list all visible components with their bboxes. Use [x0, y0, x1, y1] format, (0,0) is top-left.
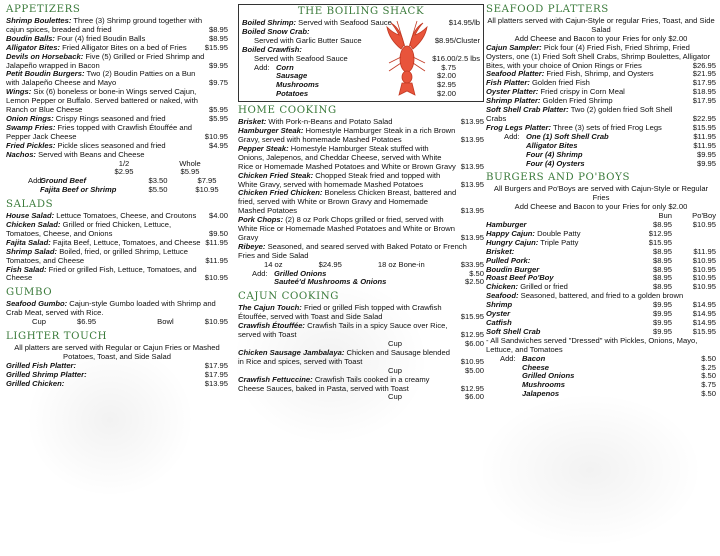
seafood-sandwich-row-bun: $9.95: [652, 326, 672, 336]
crawfish-illustration: [377, 19, 437, 99]
home-item-name: Chicken Fried Chicken:: [238, 188, 323, 198]
seafood-item-name: Oyster Platter:: [486, 87, 539, 97]
cajun-cup-label: Cup: [388, 365, 402, 375]
ribeye-addon-label: Add:: [252, 268, 268, 278]
burger-addon-price: $.50: [701, 389, 716, 399]
seafood-sandwich-row-name: Shrimp: [486, 300, 513, 310]
seafood-list: [486, 70, 716, 132]
appetizers-heading: APPETIZERS: [6, 4, 81, 15]
cajun-item: [238, 304, 484, 322]
cajun-item: [238, 349, 484, 367]
burger-addon-name: Grilled Onions: [522, 371, 575, 381]
seafood-item-desc: Golden fried Fish: [532, 78, 590, 88]
appetizer-item: [6, 88, 228, 115]
seafood-addon-price: $9.95: [696, 149, 716, 159]
seafood-sandwich-row-name: Catfish: [486, 318, 512, 327]
appetizer-desc: Crispy Rings seasoned and fried: [55, 113, 166, 123]
appetizer-name: Wings:: [6, 87, 32, 97]
appetizer-price: $8.95: [208, 24, 228, 34]
burger-addon-price: $.50: [701, 371, 716, 381]
home-item-item: [238, 172, 484, 190]
appetizer-desc: Fried Alligator Bites on a bed of Fries: [62, 42, 187, 52]
appetizer-item: [6, 17, 228, 35]
burger-addon-name: Cheese: [522, 362, 550, 372]
burger-row-name: Chicken:: [486, 282, 519, 292]
salad-item: [6, 248, 228, 266]
lighter-touch-intro: All platters are served with Regular or Cajun Fries or Mashed Potatoes, Toast, and Side Salad: [14, 343, 220, 361]
boiling-addon-price: $2.95: [436, 80, 456, 90]
home-item-item: [238, 216, 484, 243]
burger-row-desc: Grilled or fried: [520, 282, 568, 292]
ribeye-addon-price: $2.50: [464, 277, 484, 287]
cajun-item: [238, 322, 484, 340]
appetizer-desc: Three (3) Shrimp ground together with cajun spices, breaded and fried: [6, 16, 203, 34]
salad-name: Shrimp Salad:: [6, 246, 58, 256]
appetizer-item: [6, 53, 228, 71]
nachos-addon-whole: $10.95: [195, 185, 219, 195]
appetizer-name: Petit Boudin Burgers:: [6, 69, 85, 79]
burger-row-name: Pulled Pork:: [486, 255, 531, 265]
seafood-item-desc: Fried crispy in Corn Meal: [540, 87, 625, 97]
burger-addon-row: [486, 372, 716, 381]
appetizer-price: $5.95: [208, 105, 228, 115]
boiling-addon-price: $2.00: [436, 71, 456, 81]
salad-desc: Fried or grilled Fish, Lettuce, Tomatoes, and Cheese: [6, 264, 197, 283]
seafood-sandwich-desc: Seasoned, battered, and fried to a golden brown: [520, 291, 684, 301]
home-cooking-heading: HOME COOKING: [238, 105, 337, 117]
nachos-add-label: [6, 186, 40, 195]
burger-row-bun: $15.95: [648, 237, 672, 247]
ribeye-addons: [238, 270, 484, 288]
seafood-intro: All platters served with Cajun-Style or regular Fries, Toast, and Side Salad: [487, 16, 715, 34]
seafood-sandwich-row-name: Soft Shell Crab: [486, 326, 541, 336]
burger-row-desc: Double Patty: [537, 228, 581, 238]
ribeye-addon-row: [238, 278, 484, 287]
cajun-sampler-name: Cajun Sampler:: [486, 42, 542, 52]
appetizer-name: Fried Pickles:: [6, 140, 56, 150]
lighter-item-price: $17.95: [204, 360, 228, 370]
cajun-item-desc: Chicken and Sausage blended in Rice and spices, served with Toast: [238, 347, 450, 366]
gumbo-cup-price: $6.95: [77, 317, 97, 327]
burger-addon-row: [486, 390, 716, 399]
burger-row-name: Roast Beef Po'Boy: [486, 273, 554, 283]
gumbo-bowl-label: Bowl: [157, 317, 174, 327]
cajun-cup-row: [238, 393, 484, 402]
salad-price: $4.00: [208, 211, 228, 221]
burger-row-poboy: $10.95: [692, 220, 716, 230]
appetizer-name: Onion Rings:: [6, 113, 54, 123]
appetizers-list: [6, 17, 228, 160]
burger-row-bun: $8.95: [652, 246, 672, 256]
nachos-half-price: $2.95: [114, 167, 134, 177]
seafood-item-price: $17.95: [692, 78, 716, 88]
appetizer-name: Devils on Horseback:: [6, 51, 84, 61]
salad-item: [6, 221, 228, 239]
home-item-desc: With Pork-n-Beans and Potato Salad: [268, 117, 393, 127]
appetizer-price: $10.95: [204, 131, 228, 141]
burger-addon-price: $.50: [701, 353, 716, 363]
seafood-item-price: $18.95: [692, 87, 716, 97]
seafood-sandwich-row-poboy: $14.95: [692, 309, 716, 319]
seafood-sandwich-row-poboy: $14.95: [692, 300, 716, 310]
seafood-item-name: Shrimp Platter:: [486, 96, 541, 106]
nachos-add-label: Add:: [28, 176, 44, 186]
seafood-sandwich-row-bun: $9.95: [652, 300, 672, 310]
cajun-sampler-price: $26.95: [692, 60, 716, 70]
burger-addon-row: [486, 381, 716, 390]
appetizer-desc: Fries topped with Crawfish Étouffée and Pepper Jack Cheese: [6, 122, 193, 141]
appetizer-desc: Pickle slices seasoned and fried: [57, 140, 166, 150]
nachos-whole-header: Whole: [179, 158, 201, 168]
cajun-item-desc: Crawfish Tails cooked in a creamy Cheese Sauces, baked in Pasta, served with Toast: [238, 374, 430, 393]
burger-row-bun: $8.95: [652, 273, 672, 283]
seafood-item-price: $22.95: [692, 113, 716, 123]
seafood-addon-label: Add:: [504, 131, 520, 141]
burger-row-poboy: [672, 230, 716, 239]
cajun-item-name: The Cajun Touch:: [238, 303, 302, 313]
gumbo-desc: Cajun-style Gumbo loaded with Shrimp and Crab Meat, served with Rice.: [6, 299, 216, 318]
salad-price: $11.95: [205, 237, 228, 247]
seafood-addon-name: One (1) Soft Shell Crab: [526, 131, 609, 141]
boiled-snow-crab-price: $8.95/Cluster: [434, 35, 480, 45]
cajun-cooking-heading: CAJUN COOKING: [238, 291, 339, 303]
burger-addon-label: Add:: [500, 353, 516, 363]
seafood-item-price: $15.95: [692, 122, 716, 132]
home-item-name: Ribeye:: [238, 241, 266, 251]
cajun-item-name: Crawfish Fettuccine:: [238, 374, 313, 384]
burger-row: [486, 239, 716, 248]
boiled-crawfish-desc: Served with Seafood Sauce: [254, 53, 348, 63]
seafood-addon-row: [486, 160, 716, 169]
gumbo-cup-label: Cup: [32, 317, 46, 327]
home-item-price: $13.95: [460, 161, 484, 171]
nachos-addon-row: [6, 186, 228, 195]
nachos-addon-half: $5.50: [148, 185, 168, 195]
seafood-item-desc: Fried Fish, Shrimp, and Oysters: [546, 69, 654, 79]
seafood-sandwich-row: [486, 301, 716, 310]
appetizer-name: Nachos:: [6, 149, 36, 159]
ribeye-price-2: $33.95: [460, 259, 484, 269]
home-item-name: Pork Chops:: [238, 215, 284, 225]
appetizer-price: $9.95: [208, 60, 228, 70]
seafood-bacon-note: Add Cheese and Bacon to your Fries for only $2.00: [514, 33, 688, 43]
home-item-price: $13.95: [460, 117, 484, 127]
cajun-sampler-desc: Pick four (4) Fried Fish, Fried Shrimp, Fried Oysters, one (1) Fried Soft Shell Crabs, Shrimp Boulettes, Alligator Bites, with your choice of Onion Rings or Fries: [486, 42, 711, 70]
appetizer-price: $5.95: [208, 113, 228, 123]
burger-addons: [486, 355, 716, 400]
home-item-item: [238, 145, 484, 172]
lighter-item-price: $17.95: [204, 369, 228, 379]
seafood-addon-row: [486, 133, 716, 142]
burger-addon-name: Mushrooms: [522, 380, 566, 390]
ribeye-size-1: 14 oz: [264, 259, 283, 269]
burgers-table: [486, 221, 716, 292]
home-item-desc: Homestyle Hamburger Steak in a rich Brown Gravy, served with homemade Mashed Potatoes: [238, 126, 456, 144]
appetizer-name: Boudin Balls:: [6, 33, 55, 43]
burger-row-name: Happy Cajun:: [486, 228, 535, 238]
appetizer-name: Shrimp Boulettes:: [6, 16, 72, 25]
seafood-item-name: Frog Legs Platter:: [486, 122, 551, 132]
nachos-addon-whole: $7.95: [197, 176, 217, 186]
gumbo-name: Seafood Gumbo:: [6, 299, 68, 309]
appetizer-desc: Five (5) Grilled or Fried Shrimp and Jalapeño wrapped in Bacon: [6, 51, 205, 70]
boiled-snow-crab-desc: Served with Garlic Butter Sauce: [254, 35, 362, 45]
appetizer-desc: Served with Beans and Cheese: [38, 149, 145, 159]
salads-heading: SALADS: [6, 199, 54, 211]
appetizer-name: Swamp Fries:: [6, 122, 56, 132]
burgers-heading: BURGERS AND PO'BOYS: [486, 172, 631, 184]
bun-header: Bun: [658, 211, 672, 221]
gumbo-prices: [6, 318, 228, 327]
seafood-addon-price: $9.95: [696, 158, 716, 168]
cajun-item-name: Crawfish Étouffée:: [238, 321, 305, 331]
ribeye-addon-price: $.50: [469, 268, 484, 278]
lighter-touch-list: [6, 362, 228, 389]
gumbo-item: [6, 300, 228, 318]
seafood-item-desc: Three (3) sets of fried Frog Legs: [552, 122, 662, 132]
seafood-sandwich-row-poboy: $14.95: [692, 318, 716, 327]
seafood-item-price: $17.95: [692, 96, 716, 106]
boiled-shrimp-desc: Served with Seafood Sauce: [298, 18, 392, 27]
cajun-cup-price: $6.00: [464, 392, 484, 402]
burger-row-bun: $8.95: [652, 255, 672, 265]
seafood-item-desc: Two (2) golden fried Soft Shell Crabs: [486, 105, 673, 123]
burger-addon-price: $.25: [701, 362, 716, 372]
seafood-item-price: $21.95: [692, 69, 716, 79]
boiling-addon-price: $2.00: [436, 89, 456, 99]
burgers-intro: All Burgers and Po'Boys are served with Cajun-Style or Regular Fries: [493, 184, 709, 203]
nachos-half-header: 1/2: [118, 158, 130, 168]
boiled-shrimp-name: Boiled Shrimp:: [242, 18, 297, 27]
home-item-name: Pepper Steak:: [238, 143, 289, 153]
boiling-addon-label: Add:: [254, 62, 270, 72]
home-item-name: Brisket:: [238, 117, 267, 127]
seafood-sandwich-item: [486, 292, 716, 301]
seafood-item-name: Seafood Platter:: [486, 69, 545, 79]
seafood-addon-name: Four (4) Shrimp: [526, 149, 583, 159]
boiling-addon-name: Sausage: [276, 71, 308, 81]
appetizer-price: $8.95: [208, 33, 228, 43]
salad-price: $9.50: [208, 228, 228, 238]
burgers-bacon-note: Add Cheese and Bacon to your Fries for only $2.00: [514, 202, 688, 212]
salad-name: Fajita Salad:: [6, 237, 51, 247]
cajun-cup-price: $5.00: [464, 365, 484, 375]
salad-desc: Fajita Beef, Lettuce, Tomatoes, and Cheese: [52, 237, 201, 247]
seafood-sandwich-row: [486, 310, 716, 319]
cajun-item-desc: Fried or grilled Fish topped with Crawfish Étouffée, served with Toast and Side Salad: [238, 303, 442, 322]
home-item-price: $13.95: [460, 206, 484, 216]
appetizer-desc: Two (2) Boudin Patties on a Bun with Jalapeño Cheese and Mayo: [6, 69, 196, 88]
home-item-price: $13.95: [460, 179, 484, 189]
seafood-addon-name: Alligator Bites: [526, 140, 578, 150]
home-item-desc: (2) 8 oz Pork Chops grilled or fried, served with White Rice or Homemade Mashed Potatoes and White or Brown Gravy: [238, 215, 455, 242]
cajun-item-desc: Crawfish Tails in a spicy Sauce over Rice, served with Toast: [238, 321, 448, 340]
ribeye-addon-name: Sauteé'd Mushrooms & Onions: [274, 277, 387, 287]
home-item-item: [238, 127, 484, 145]
menu-column-middle: [238, 4, 484, 402]
salad-desc: Lettuce Tomatoes, Cheese, and Croutons: [56, 211, 197, 221]
cajun-item-price: $15.95: [460, 312, 484, 322]
appetizer-price: $15.95: [204, 42, 228, 52]
boiling-addon-name: Corn: [276, 62, 294, 72]
burger-addon-row: [486, 355, 716, 364]
menu-column-left: [6, 4, 228, 389]
seafood-sandwich-row-bun: $9.95: [652, 318, 672, 327]
burger-row-bun: $8.95: [652, 264, 672, 274]
cajun-item: [238, 376, 484, 394]
seafood-addon-name: Four (4) Oysters: [526, 158, 585, 168]
burger-row-poboy: $11.95: [693, 246, 716, 256]
nachos-addons: [6, 177, 228, 195]
cajun-sampler-item: [486, 44, 716, 71]
burger-addon-price: $.75: [701, 380, 716, 390]
salad-item: [6, 266, 228, 284]
burger-row-name: Boudin Burger: [486, 264, 540, 274]
burger-row-poboy: $10.95: [692, 255, 716, 265]
boiling-addon-price: $.75: [441, 62, 456, 72]
salad-desc: Boiled, fried, or grilled Shrimp, Lettuce Tomatoes, and Cheese: [6, 246, 188, 265]
burger-addon-row: [486, 364, 716, 373]
seafood-item-name: Fish Platter:: [486, 78, 530, 88]
dressed-note: - All Sandwiches served "Dressed" with Pickles, Onions, Mayo, Lettuce, and Tomatoes: [486, 335, 698, 354]
seafood-addon-row: [486, 142, 716, 151]
nachos-whole-price: $5.95: [180, 167, 200, 177]
seafood-item-name: Soft Shell Crab Platter:: [486, 105, 569, 115]
gumbo-heading: GUMBO: [6, 287, 53, 299]
lighter-item-item: [6, 380, 228, 389]
gumbo-bowl-price: $10.95: [204, 317, 228, 327]
burger-row-desc: Triple Patty: [540, 237, 579, 247]
salad-price: $10.95: [204, 273, 228, 283]
seafood-sandwich-row-poboy: $15.95: [692, 326, 716, 336]
cajun-cup-price: $6.00: [464, 339, 484, 348]
home-item-price: $13.95: [460, 232, 484, 242]
appetizer-name: Alligator Bites:: [6, 42, 61, 52]
boiled-crawfish-name: Boiled Crawfish:: [242, 44, 302, 54]
burger-addon-name: Jalapenos: [522, 389, 560, 399]
seafood-item-desc: Golden Fried Shrimp: [542, 96, 613, 106]
lighter-item-name: Grilled Shrimp Platter:: [6, 369, 87, 379]
seafood-item-item: [486, 106, 716, 124]
ribeye-size-2: 18 oz Bone-in: [377, 259, 425, 269]
nachos-addon-half: $3.50: [148, 176, 168, 186]
home-item-desc: Seasoned, and seared served with Baked Potato or French Fries and Side Salad: [238, 241, 467, 260]
cajun-item-name: Chicken Sausage Jambalaya:: [238, 347, 345, 357]
burger-row-name: Hungry Cajun:: [486, 237, 539, 247]
seafood-addon-price: $11.95: [693, 131, 716, 141]
boiling-shack-box: [238, 4, 484, 102]
boiled-snow-crab-name: Boiled Snow Crab:: [242, 26, 310, 36]
appetizer-item: [6, 70, 228, 88]
ribeye-addon-name: Grilled Onions: [274, 268, 327, 278]
seafood-addon-row: [486, 151, 716, 160]
seafood-sandwich-table: [486, 301, 716, 337]
cajun-cup-label: Cup: [388, 392, 402, 402]
burger-row-poboy: $10.95: [692, 264, 716, 274]
burger-row-poboy: $10.95: [692, 282, 716, 292]
appetizer-item: [6, 124, 228, 142]
seafood-sandwich-name: Seafood:: [486, 291, 519, 301]
nachos-price-table: [6, 160, 228, 178]
appetizer-price: $4.95: [208, 140, 228, 150]
salads-list: [6, 212, 228, 283]
appetizer-price: $9.75: [208, 78, 228, 88]
seafood-platters-heading: SEAFOOD PLATTERS: [486, 4, 609, 15]
burger-row-bun: $8.95: [652, 220, 672, 230]
lighter-item-price: $13.95: [204, 378, 228, 388]
salad-name: Fish Salad:: [6, 264, 47, 274]
boiled-shrimp-price: $14.95/lb: [448, 18, 480, 27]
burger-row-bun: $12.95: [648, 228, 672, 238]
salad-name: House Salad:: [6, 211, 55, 221]
boiling-addon-name: Potatoes: [276, 89, 309, 99]
appetizer-desc: Six (6) boneless or bone-in Wings served Cajun, Lemon Pepper or Buffalo. Served battered or naked, with Ranch or Blue Cheese: [6, 87, 198, 115]
nachos-addon-name: Ground Beef: [40, 176, 86, 186]
lighter-touch-heading: LIGHTER TOUCH: [6, 331, 108, 343]
cajun-item-price: $12.95: [460, 383, 484, 393]
seafood-addons: [486, 133, 716, 169]
burger-row-bun: $8.95: [652, 282, 672, 292]
home-cooking-list: [238, 118, 484, 261]
lighter-item-name: Grilled Fish Platter:: [6, 360, 77, 370]
boiling-addon-name: Mushrooms: [276, 80, 320, 90]
boiled-crawfish-price: $16.00/2.5 lbs: [432, 53, 480, 63]
salad-name: Chicken Salad:: [6, 220, 61, 230]
home-item-name: Chicken Fried Steak:: [238, 170, 314, 180]
boiling-shack-heading: THE BOILING SHACK: [297, 6, 425, 17]
cajun-cooking-list: [238, 304, 484, 402]
cajun-cup-label: Cup: [388, 339, 402, 348]
nachos-addon-name: Fajita Beef or Shrimp: [40, 185, 117, 195]
appetizer-desc: Four (4) fried Boudin Balls: [57, 33, 146, 43]
home-item-item: [238, 243, 484, 261]
menu-column-right: [486, 4, 716, 399]
seafood-sandwich-row-name: Oyster: [486, 309, 511, 319]
lighter-item-name: Grilled Chicken:: [6, 378, 65, 388]
seafood-sandwich-row-bun: $9.95: [652, 309, 672, 319]
ribeye-price-1: $24.95: [318, 259, 342, 269]
home-item-desc: Homestyle Hamburger Steak stuffed with Onions, Jalepenos, and Cheddar Cheese, served with White Rice or Homemade Mashed Potatoes and White or Brown Gravy: [238, 143, 456, 171]
home-item-desc: Boneless Chicken Breast, battered and fried, served with White or Brown Gravy and Homemade Mashed Potatoes: [238, 188, 457, 216]
home-item-name: Hamburger Steak:: [238, 126, 304, 136]
home-item-item: [238, 189, 484, 216]
salad-price: $11.95: [205, 255, 228, 265]
burger-addon-name: Bacon: [522, 353, 546, 363]
seafood-addon-price: $11.95: [693, 140, 716, 150]
poboy-header: Po'Boy: [692, 211, 716, 221]
burger-row-name: Brisket:: [486, 246, 515, 256]
burger-row-name: Hamburger: [486, 220, 527, 230]
cajun-item-price: $10.95: [460, 356, 484, 366]
home-item-price: $13.95: [460, 134, 484, 144]
home-item-desc: Chopped Steak fried and topped with White Gravy, served with homemade Mashed Potatoes: [238, 170, 441, 189]
burger-row-poboy: $10.95: [692, 273, 716, 283]
salad-desc: Grilled or fried Chicken, Lettuce, Tomatoes, Cheese, and Onions: [6, 220, 172, 238]
cajun-item-price: $12.95: [460, 330, 484, 340]
